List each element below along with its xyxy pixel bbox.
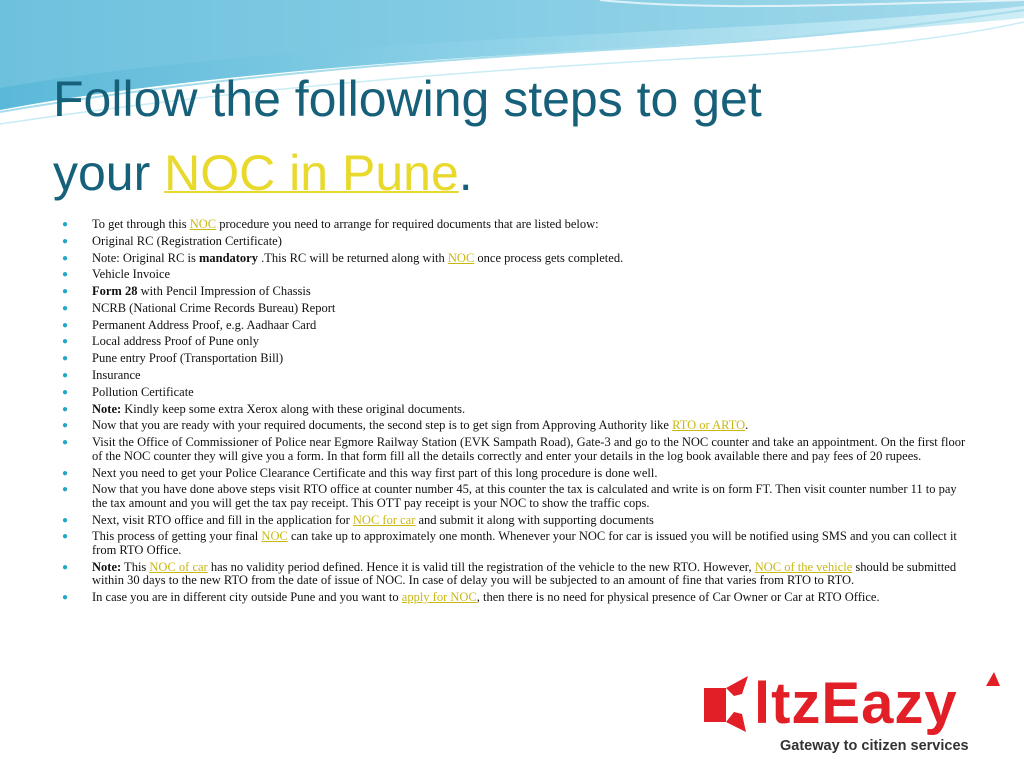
bullet-icon: ● [62,386,69,398]
list-item: ● Permanent Address Proof, e.g. Aadhaar Card [62,317,317,332]
bullet-icon: ● [62,286,69,298]
bullet-icon: ● [62,252,69,264]
apply-for-noc-link[interactable]: apply for NOC [401,590,477,605]
list-item: ● Now that you have done above steps visit RTO office at counter number 45, at this counter the tax is calculated and write is on form FT. Then visit counter number 11 to pay the tax amount and you will get the tax pay receipt. This OTT pay receipt is your NOC to show the traffic cops. [62,482,957,510]
list-item: ● NCRB (National Crime Records Bureau) Report [62,300,336,315]
noc-of-the-vehicle-link[interactable]: NOC of the vehicle [754,559,853,574]
bullet-icon: ● [62,319,69,331]
bullet-icon: ● [62,437,69,449]
bullet-icon: ● [62,514,69,526]
list-item: ● Pollution Certificate [62,384,194,399]
bullet-icon: ● [62,420,69,432]
steps-list [62,218,970,608]
title-line-2-suffix: . [458,145,473,201]
list-item: ● Vehicle Invoice [62,267,171,282]
list-item: ● Now that you are ready with your required documents, the second step is to get sign from Approving Authority like RTO or ARTO. [62,418,749,433]
bullet-icon: ● [62,235,69,247]
noc-link[interactable]: NOC [447,250,475,265]
bullet-icon: ● [62,592,69,604]
list-item: ● Note: This NOC of car has no validity period defined. Hence it is valid till the registration of the vehicle to the new RTO. However, NOC of the vehicle should be submitted within 30 days to the new RTO from the date of issue of NOC. In case of delay you will be subjected to an amount of fine that varies from RTO to RTO. [62,559,957,588]
bullet-icon: ● [62,353,69,365]
bullet-icon: ● [62,561,69,573]
list-item: ● Note: Kindly keep some extra Xerox along with these original documents. [62,401,466,416]
title-line-1: Follow the following steps to get [53,71,762,127]
noc-for-car-link[interactable]: NOC for car [352,512,416,527]
list-item: ● Pune entry Proof (Transportation Bill) [62,351,284,366]
bullet-icon: ● [62,467,69,479]
list-item: ● To get through this NOC procedure you need to arrange for required documents that are listed below: [62,217,599,231]
list-item: ● Note: Original RC is mandatory .This RC will be returned along with NOC once process gets completed. [62,250,624,265]
noc-link[interactable]: NOC [189,217,217,231]
logo-tagline: Gateway to citizen services [780,738,969,754]
title-noc-link[interactable]: NOC in Pune [164,145,459,201]
rto-or-arto-link[interactable]: RTO or ARTO [672,418,746,433]
list-item: ● Visit the Office of Commissioner of Police near Egmore Railway Station (EVK Sampath Road), Gate-3 and go to the NOC counter and take an appointment. On the first floor of the NOC counter they will give you a form. In that form fill all the details correctly and enter your details in the log book available there and pay fees of 20 rupees. [62,435,966,463]
list-item: ● Local address Proof of Pune only [62,334,259,349]
list-item: ● This process of getting your final NOC can take up to approximately one month. Whenever your NOC for car is issued you will be notified using SMS and you can collect it from RTO Office. [62,529,957,558]
title-line-2-prefix: your [53,145,165,201]
itzeazy-logo [684,646,1006,764]
list-item: ● In case you are in different city outside Pune and you want to apply for NOC, then there is no need for physical presence of Car Owner or Car at RTO Office. [62,590,880,605]
list-item: ● Form 28 with Pencil Impression of Chassis [62,284,311,299]
bullet-icon: ● [62,370,69,382]
bullet-icon: ● [62,269,69,281]
list-item: ● Insurance [62,368,141,383]
bullet-icon: ● [62,219,69,230]
list-item: ● Next you need to get your Police Clearance Certificate and this way first part of this long procedure is done well. [62,465,658,480]
list-item: ● Next, visit RTO office and fill in the application for NOC for car and submit it along with supporting documents [62,512,654,527]
list-item: ● Original RC (Registration Certificate) [62,233,282,248]
noc-link[interactable]: NOC [261,529,288,544]
bullet-icon: ● [62,336,69,348]
bullet-icon: ● [62,302,69,314]
logo-brand-text: ltzEazy [754,671,958,736]
bullet-icon: ● [62,484,69,496]
bullet-icon: ● [62,403,69,415]
page-title [53,62,1013,210]
noc-of-car-link[interactable]: NOC of car [149,559,208,574]
bullet-icon: ● [62,531,69,543]
